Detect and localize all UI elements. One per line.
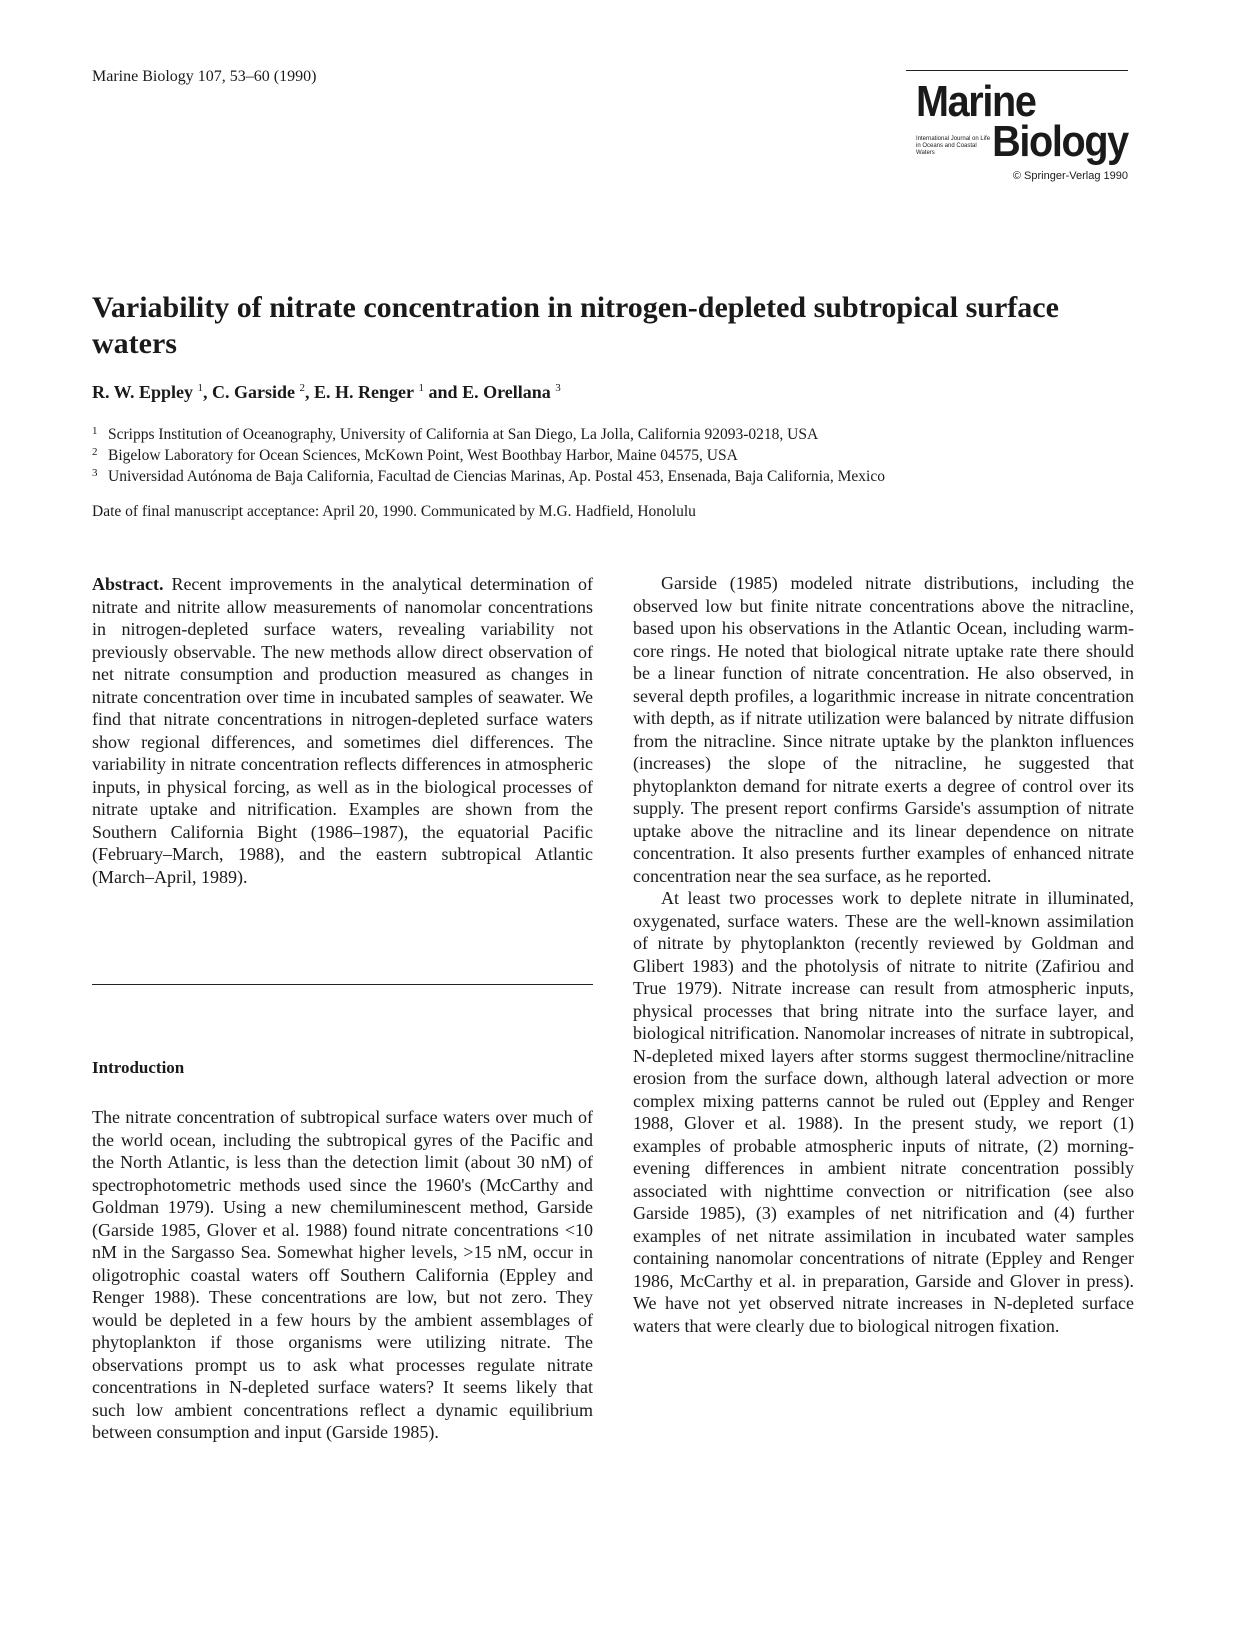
affiliation-number: 2 [92, 446, 98, 458]
author-name: C. Garside [212, 382, 296, 402]
logo-word-marine: Marine [916, 77, 1036, 126]
right-column [633, 572, 1134, 1337]
author-affiliation-mark: 1 [197, 382, 204, 394]
journal-logo [906, 70, 1128, 186]
affiliation-text: Scripps Institution of Oceanography, University of California at San Diego, La Jolla, California 92093-0218, USA [108, 426, 819, 443]
abstract-heading: Abstract. [92, 574, 164, 594]
author-name: E. H. Renger [314, 382, 415, 402]
author-separator: , [203, 382, 213, 402]
abstract [92, 573, 593, 888]
abstract-text: Recent improvements in the analytical determination of nitrate and nitrite allow measurements of nanomolar concentrations in nitrogen-depleted surface waters, revealing variability not previously observable. The new methods allow direct observation of net nitrate consumption and production measured as changes in nitrate concentration over time in incubated samples of seawater. We find that nitrate concentrations in nitrogen-depleted surface waters show regional differences, and sometimes diel differences. The variability in nitrate concentration reflects differences in atmospheric inputs, in physical forcing, as well as in the biological processes of nitrate uptake and nitrification. Examples are shown from the Southern California Bight (1986–1987), the equatorial Pacific (February–March, 1988), and the eastern subtropical Atlantic (March–April, 1989). [92, 574, 593, 887]
introduction-paragraph-2: Garside (1985) modeled nitrate distributions, including the observed low but finite nitrate concentrations above the nitracline, based upon his observations in the Atlantic Ocean, including warm-core rings. He noted that biological nitrate uptake rate there should be a linear function of nitrate concentration. He also observed, in several depth profiles, a logarithmic increase in nitrate concentration with depth, as if nitrate utilization were balanced by nitrate diffusion from the nitracline. Since nitrate uptake by the plankton influences (increases) the slope of the nitracline, he suggested that phytoplankton demand for nitrate exerts a degree of control over its supply. The present report confirms Garside's assumption of nitrate uptake above the nitracline and its linear dependence on nitrate concentration. It also presents further examples of enhanced nitrate concentration near the sea surface, as he reported. [633, 573, 1134, 886]
acceptance-note: Date of final manuscript acceptance: April 20, 1990. Communicated by M.G. Hadfield, Honolulu [92, 503, 696, 520]
author-separator: , [305, 382, 315, 402]
affiliation-number: 3 [92, 467, 98, 479]
author-affiliation-mark: 2 [299, 382, 306, 394]
affiliation-item [92, 445, 885, 466]
introduction-heading: Introduction [92, 1058, 185, 1077]
logo-word-biology: Biology [992, 117, 1128, 166]
author-affiliation-mark: 1 [418, 382, 425, 394]
logo-tagline: International Journal on Life in Oceans and Coastal Waters [916, 136, 991, 156]
author-name: R. W. Eppley [92, 382, 194, 402]
affiliation-text: Bigelow Laboratory for Ocean Sciences, McKown Point, West Boothbay Harbor, Maine 04575, USA [108, 447, 738, 464]
journal-reference: Marine Biology 107, 53–60 (1990) [92, 68, 317, 85]
author-list [92, 382, 561, 403]
affiliation-number: 1 [92, 425, 98, 437]
article-title: Variability of nitrate concentration in nitrogen-depleted subtropical surface waters [92, 291, 1059, 360]
affiliation-text: Universidad Autónoma de Baja California, Facultad de Ciencias Marinas, Ap. Postal 453, Ensenada, Baja California, Mexico [108, 468, 885, 485]
logo-rule [906, 70, 1128, 71]
author-separator: and [424, 382, 463, 402]
affiliation-item [92, 424, 885, 445]
introduction-paragraph-3: At least two processes work to deplete nitrate in illuminated, oxygenated, surface waters. These are the well-known assimilation of nitrate by phytoplankton (recently reviewed by Goldman and Glibert 1983) and the photolysis of nitrate to nitrite (Zafiriou and True 1979). Nitrate increase can result from atmospheric inputs, physical processes that bring nitrate into the surface layer, and biological nitrification. Nanomolar increases of nitrate in subtropical, N-depleted mixed layers after storms suggest thermocline/nitracline erosion from the surface down, although lateral advection or more complex mixing patterns cannot be ruled out (Eppley and Renger 1988, Glover et al. 1988). In the present study, we report (1) examples of probable atmospheric inputs of nitrate, (2) morning-evening differences in ambient nitrate concentration possibly associated with nighttime convection or nitrification (see also Garside 1985), (3) examples of net nitrification and (4) further examples of net nitrate assimilation in incubated water samples containing nanomolar concentrations of nitrate (Eppley and Renger 1986, McCarthy et al. in preparation, Garside and Glover in press). We have not yet observed nitrate increases in N-depleted surface waters that were clearly due to biological nitrogen fixation. [633, 888, 1134, 1336]
affiliations [92, 424, 885, 487]
affiliation-item [92, 466, 885, 487]
publisher-copyright: © Springer-Verlag 1990 [1012, 170, 1128, 182]
introduction-paragraph-1: The nitrate concentration of subtropical surface waters over much of the world ocean, including the subtropical gyres of the Pacific and the North Atlantic, is less than the detection limit (about 30 nM) of spectrophotometric methods used since the 1960's (McCarthy and Goldman 1979). Using a new chemiluminescent method, Garside (Garside 1985, Glover et al. 1988) found nitrate concentrations <10 nM in the Sargasso Sea. Somewhat higher levels, >15 nM, occur in oligotrophic coastal waters off Southern California (Eppley and Renger 1988). These concentrations are low, but not zero. They would be depleted in a few hours by the ambient assemblages of phytoplankton if those organisms were utilizing nitrate. The observations prompt us to ask what processes regulate nitrate concentrations in N-depleted surface waters? It seems likely that such low ambient concentrations reflect a dynamic equilibrium between consumption and input (Garside 1985). [92, 1107, 593, 1442]
section-divider [92, 984, 593, 985]
author-name: E. Orellana [462, 382, 551, 402]
author-affiliation-mark: 3 [555, 382, 561, 394]
